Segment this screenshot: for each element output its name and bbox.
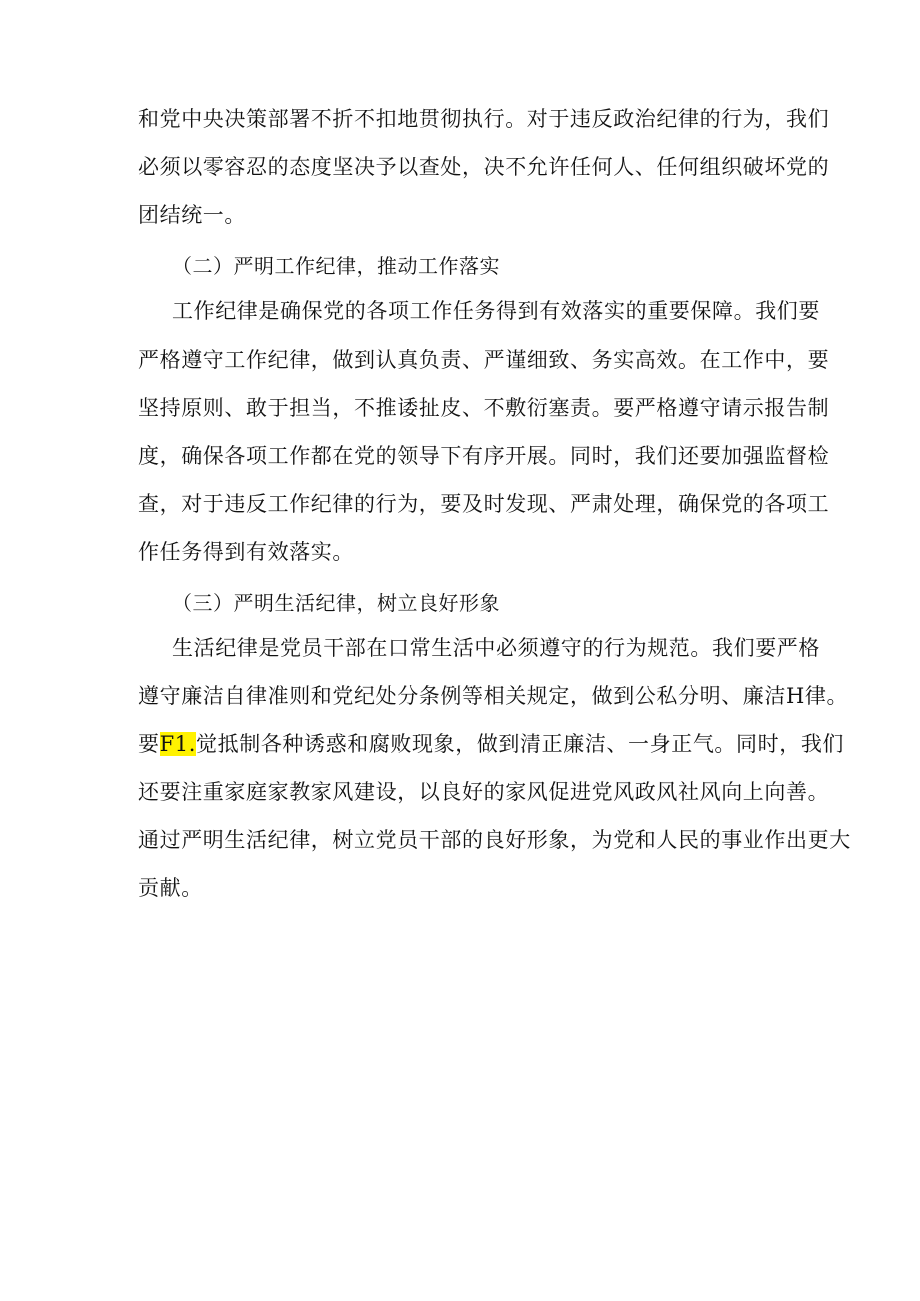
paragraph-line: 遵守廉洁自律准则和党纪处分条例等相关规定，做到公私分明、廉洁H律。 bbox=[138, 684, 849, 708]
paragraph-line: 工作纪律是确保党的各项工作任务得到有效落实的重要保障。我们要 bbox=[172, 299, 820, 323]
text-segment: 要 bbox=[138, 732, 160, 756]
paragraph-line: 团结统一。 bbox=[138, 203, 246, 227]
section-heading: （二）严明工作纪律，推动工作落实 bbox=[172, 254, 500, 278]
highlighted-text: F1. bbox=[159, 732, 197, 756]
paragraph-line: 严格遵守工作纪律，做到认真负责、严谨细致、务实高效。在工作中，要 bbox=[138, 348, 830, 372]
paragraph-line: 坚持原则、敢于担当，不推诿扯皮、不敷衍塞责。要严格遵守请示报告制 bbox=[138, 396, 830, 420]
section-heading: （三）严明生活纪律，树立良好形象 bbox=[172, 591, 500, 615]
paragraph-line: 度，确保各项工作都在党的领导下有序开展。同时，我们还要加强监督检 bbox=[138, 444, 830, 468]
paragraph-line: 和党中央决策部署不折不扣地贯彻执行。对于违反政治纪律的行为，我们 bbox=[138, 107, 830, 131]
paragraph-line: 贡献。 bbox=[138, 876, 203, 900]
paragraph-line: 查，对于违反工作纪律的行为，要及时发现、严肃处理，确保党的各项工 bbox=[138, 492, 830, 516]
paragraph-line: 还要注重家庭家教家风建设，以良好的家风促进党风政风社风向上向善。 bbox=[138, 780, 830, 804]
paragraph-line: 通过严明生活纪律，树立党员干部的良好形象，为党和人民的事业作出更大 bbox=[138, 828, 851, 852]
paragraph-line: 作任务得到有效落实。 bbox=[138, 540, 354, 564]
paragraph-line: 生活纪律是党员干部在口常生活中必须遵守的行为规范。我们要严格 bbox=[172, 636, 820, 660]
paragraph-line bbox=[138, 730, 844, 758]
text-segment: 觉抵制各种诱惑和腐败现象，做到清正廉洁、一身正气。同时，我们 bbox=[196, 732, 845, 756]
paragraph-line: 必须以零容忍的态度坚决予以查处，决不允许任何人、任何组织破坏党的 bbox=[138, 155, 830, 179]
